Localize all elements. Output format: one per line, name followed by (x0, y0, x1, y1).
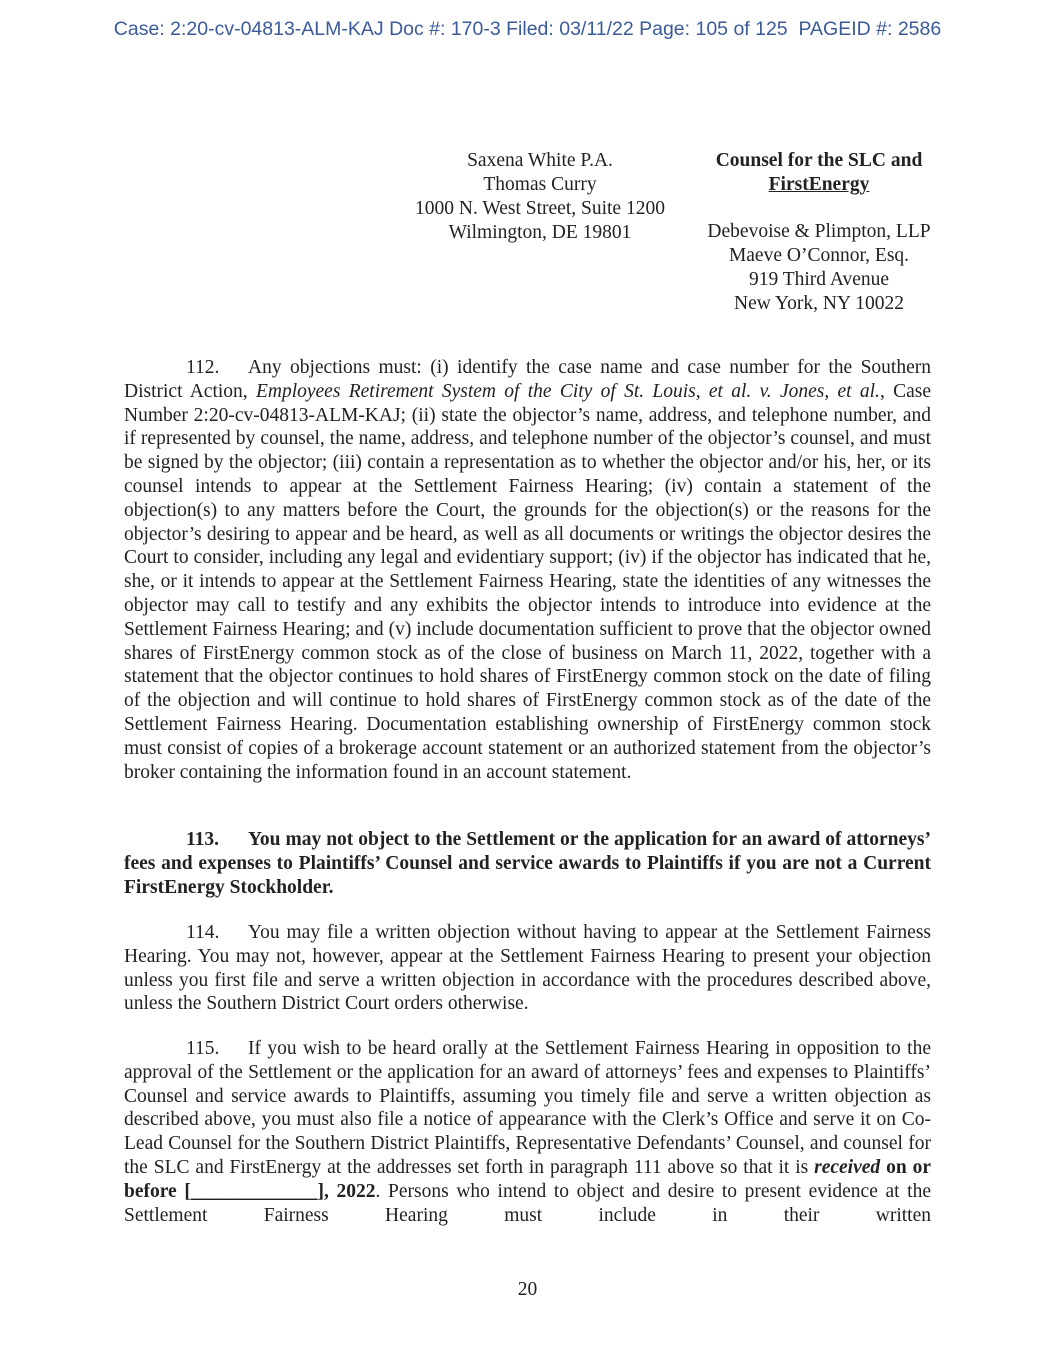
court-filing-stamp: Case: 2:20-cv-04813-ALM-KAJ Doc #: 170-3 Filed: 03/11/22 Page: 105 of 125 PAGEID #: 2586 (113, 18, 942, 40)
paragraph-text: You may file a written objection without having to appear at the Settlement Fairness Hearing. You may not, however, appear at the Settlement Fairness Hearing to present your objection unless you first file and serve a written objection in accordance with the procedures described above, unless the Southern District Court orders otherwise. (124, 922, 931, 1015)
paragraph-number: 112. (186, 357, 220, 378)
page-number: 20 (517, 1279, 538, 1300)
paragraph-113 (124, 828, 931, 899)
paragraph-number: 115. (186, 1038, 220, 1059)
paragraph-112 (124, 356, 931, 784)
attorney-name: Maeve O’Connor, Esq. (728, 245, 910, 266)
address-heading-company: FirstEnergy (768, 174, 870, 195)
attorney-name: Thomas Curry (483, 174, 597, 195)
city-state-zip: Wilmington, DE 19801 (448, 222, 632, 243)
street-address: 1000 N. West Street, Suite 1200 (415, 198, 665, 219)
firm-name: Saxena White P.A. (467, 150, 613, 171)
slc-counsel-address (694, 149, 944, 316)
firm-name: Debevoise & Plimpton, LLP (707, 221, 931, 242)
plaintiffs-counsel-address (400, 149, 680, 245)
street-address: 919 Third Avenue (748, 269, 890, 290)
paragraph-text: . Persons who intend to object and desire to present evidence at the Settlement Fairness Hearing must include in their written (124, 1180, 931, 1226)
paragraph-number: 114. (186, 922, 220, 943)
deadline-blank: on or before [_____________], 2022 (124, 1156, 932, 1202)
case-name: Employees Retirement System of the City of St. Louis, et al. v. Jones, et al. (255, 380, 880, 402)
paragraph-text: Any objections must: (i) identify the case name and case number for the Southern District Action, (124, 357, 931, 402)
paragraph-114 (124, 921, 931, 1016)
paragraph-text: You may not object to the Settlement or the application for an award of attorneys’ fees and expenses to Plaintiffs’ Counsel and service awards to Plaintiffs if you are not a Current FirstEnergy Stockholder. (124, 829, 931, 898)
paragraph-text: If you wish to be heard orally at the Settlement Fairness Hearing in opposition to the approval of the Settlement or the application for an award of attorneys’ fees and expenses to Plaintiffs’ Counsel and service awards to Plaintiffs, assuming you timely file and serve a written objection as described above, you must also file a notice of appearance with the Clerk’s Office and serve it on Co-Lead Counsel for the Southern District Plaintiffs, Representative Defendants’ Counsel, and counsel for the SLC and FirstEnergy at the addresses set forth in paragraph 111 above so that it is (124, 1038, 931, 1178)
received-emphasis: received (814, 1156, 881, 1178)
city-state-zip: New York, NY 10022 (734, 293, 904, 314)
address-heading: Counsel for the SLC and (715, 150, 923, 171)
paragraph-115 (124, 1037, 931, 1227)
paragraph-number: 113. (186, 829, 220, 850)
paragraph-text: , Case Number 2:20-cv-04813-ALM-KAJ; (ii) state the objector’s name, address, and telephone number, and if represented by counsel, the name, address, and telephone number of the objector’s counsel, and must be signed by the objector; (iii) contain a representation as to whether the objector and/or his, her, or its counsel intends to appear at the Settlement Fairness Hearing; (iv) contain a statement of the objection(s) to any matters before the Court, the grounds for the objection(s) or the reasons for the objector’s desiring to appear and be heard, as well as all documents or writings the objector desires the Court to consider, including any legal and evidentiary support; (iv) if the objector has indicated that he, she, or it intends to appear at the Settlement Fairness Hearing, state the identities of any witnesses the objector may call to testify and any exhibits the objector intends to introduce into evidence at the Settlement Fairness Hearing; and (v) include documentation sufficient to prove that the objector owned shares of FirstEnergy common stock as of the close of business on March 11, 2022, together with a statement that the objector continues to hold shares of FirstEnergy common stock on the date of filing of the objection and will continue to hold shares of FirstEnergy common stock as of the date of the Settlement Fairness Hearing. Documentation establishing ownership of FirstEnergy common stock must consist of copies of a brokerage account statement or an authorized statement from the objector’s broker containing the information found in an account statement. (124, 380, 932, 783)
